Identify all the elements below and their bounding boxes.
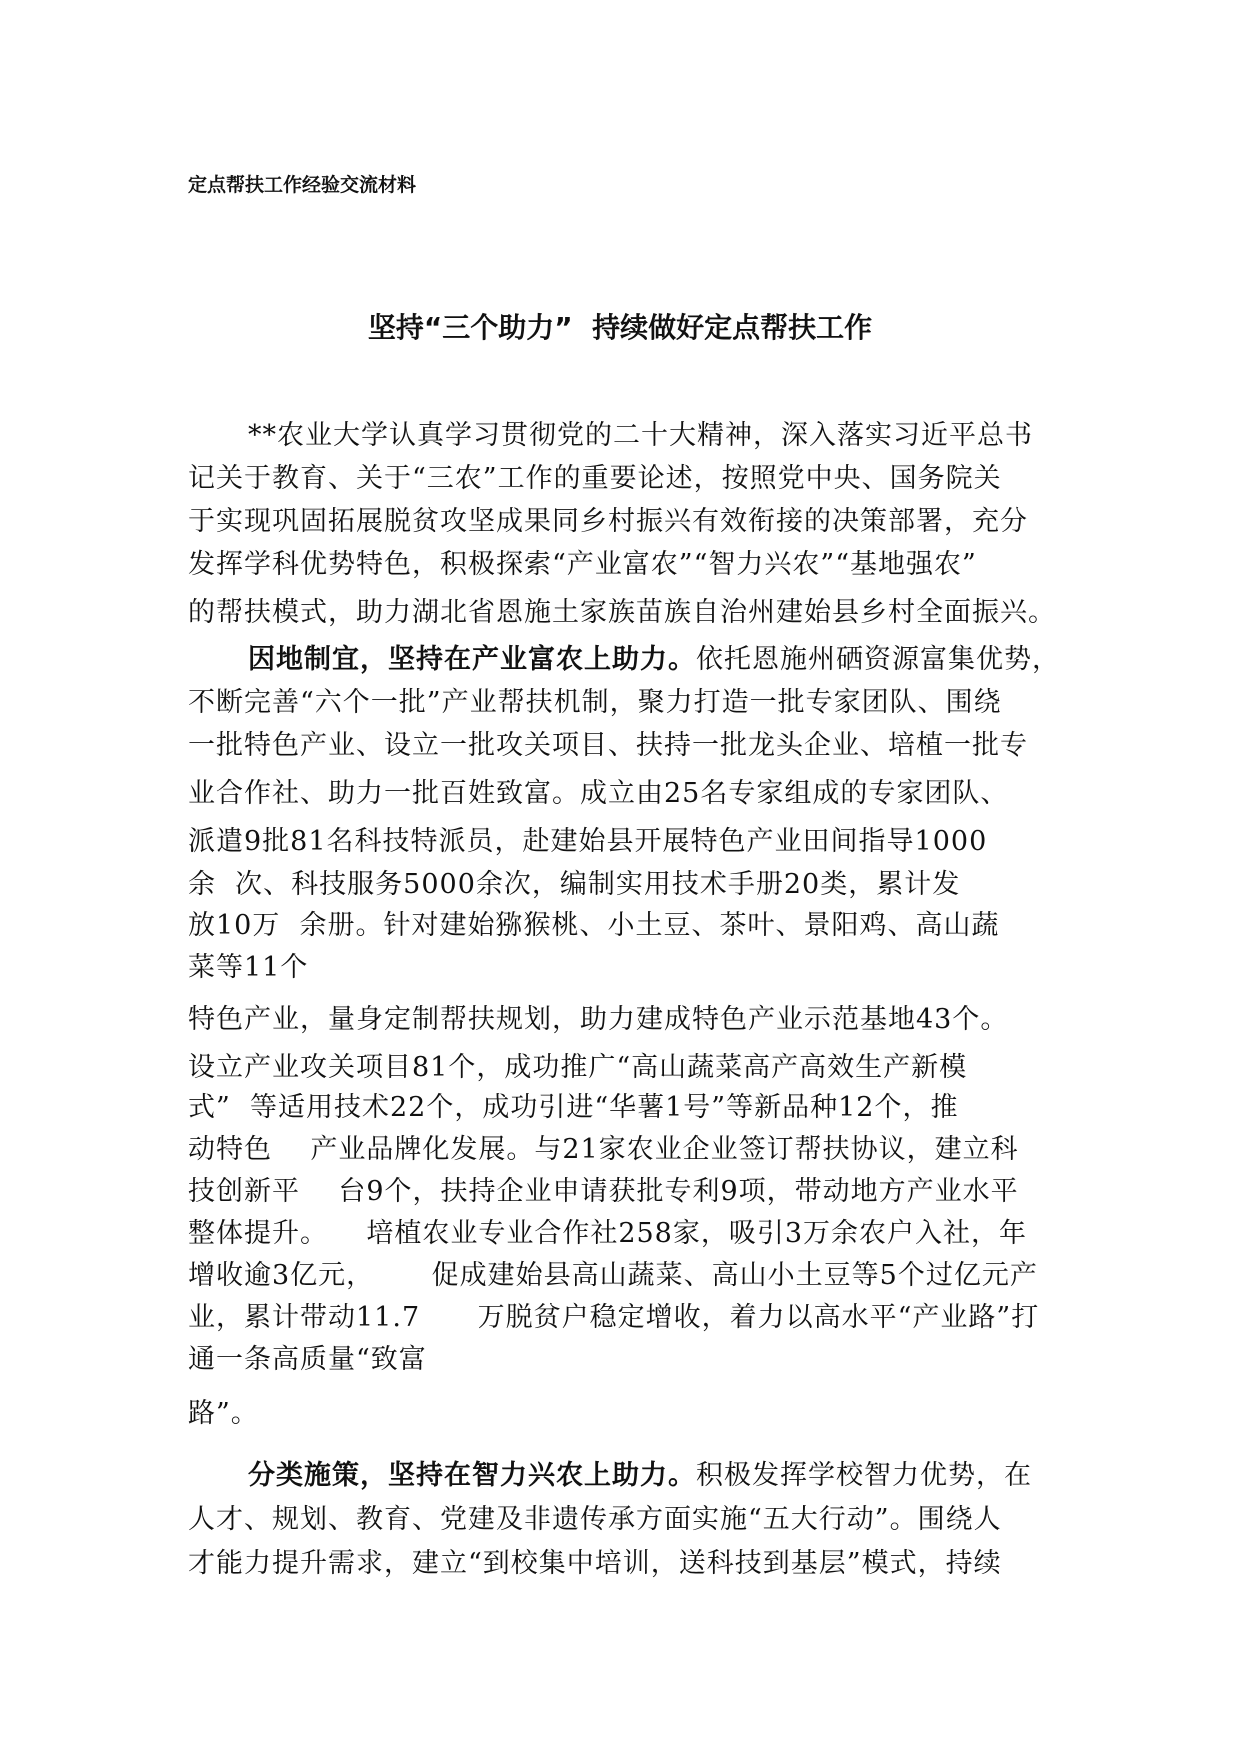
paragraph-2-line-18: 路”。	[188, 1398, 259, 1429]
paragraph-2-line-14: 整体提升。 培植农业专业合作社258家，吸引3万余农户入社，年	[188, 1218, 1028, 1249]
paragraph-2-line-1	[248, 640, 1080, 680]
paragraph-1-line-1: **农业大学认真学习贯彻党的二十大精神，深入落实习近平总书	[248, 420, 1033, 451]
paragraph-3-line-3: 才能力提升需求，建立“到校集中培训，送科技到基层”模式，持续	[188, 1548, 1002, 1579]
paragraph-1-line-2: 记关于教育、关于“三农”工作的重要论述，按照党中央、国务院关	[188, 463, 1002, 494]
paragraph-2-line-17: 通一条高质量“致富	[188, 1344, 427, 1375]
paragraph-2-line-5: 派遣9批81名科技特派员，赴建始县开展特色产业田间指导1000	[188, 826, 988, 857]
paragraph-2-line-15: 增收逾3亿元， 促成建始县高山蔬菜、高山小土豆等5个过亿元产	[188, 1260, 1038, 1291]
paragraph-2-line-8: 菜等11个	[188, 952, 309, 983]
paragraph-2-line-6: 余 次、科技服务5000余次，编制实用技术手册20类，累计发	[188, 869, 961, 900]
paragraph-2-line-10: 设立产业攻关项目81个，成功推广“高山蔬菜高产高效生产新模	[188, 1052, 968, 1083]
paragraph-1-line-5: 的帮扶模式，助力湖北省恩施土家族苗族自治州建始县乡村全面振兴。	[188, 597, 1056, 628]
document-title: 坚持“三个助力” 持续做好定点帮扶工作	[367, 311, 873, 344]
paragraph-2-line-16: 业，累计带动11.7 万脱贫户稳定增收，着力以高水平“产业路”打	[188, 1302, 1040, 1333]
paragraph-3-lead: 分类施策，坚持在智力兴农上助力。	[248, 1460, 696, 1491]
paragraph-2-lead: 因地制宜，坚持在产业富农上助力。	[248, 644, 696, 675]
paragraph-1-line-3: 于实现巩固拓展脱贫攻坚成果同乡村振兴有效衔接的决策部署，充分	[188, 506, 1028, 537]
header-label: 定点帮扶工作经验交流材料	[188, 174, 417, 196]
paragraph-3-line-1	[248, 1456, 1080, 1496]
paragraph-3-line-2: 人才、规划、教育、党建及非遗传承方面实施“五大行动”。围绕人	[188, 1504, 1002, 1535]
paragraph-1-line-4: 发挥学科优势特色，积极探索“产业富农”“智力兴农”“基地强农”	[188, 549, 977, 580]
paragraph-2-line-11: 式” 等适用技术22个，成功引进“华薯1号”等新品种12个，推	[188, 1092, 959, 1123]
paragraph-2-line-9: 特色产业，量身定制帮扶规划，助力建成特色产业示范基地43个。	[188, 1004, 1009, 1035]
paragraph-2-line-4: 业合作社、助力一批百姓致富。成立由25名专家组成的专家团队、	[188, 778, 1009, 809]
paragraph-2-line-3: 一批特色产业、设立一批攻关项目、扶持一批龙头企业、培植一批专	[188, 730, 1028, 761]
paragraph-2-first-rest: 依托恩施州硒资源富集优势，	[696, 644, 1060, 675]
paragraph-3-first-rest: 积极发挥学校智力优势，在	[696, 1460, 1032, 1491]
paragraph-2-line-7: 放10万 余册。针对建始猕猴桃、小土豆、茶叶、景阳鸡、高山蔬	[188, 910, 1000, 941]
paragraph-2-line-13: 技创新平 台9个，扶持企业申请获批专利9项，带动地方产业水平	[188, 1176, 1019, 1207]
paragraph-2-line-12: 动特色 产业品牌化发展。与21家农业企业签订帮扶协议，建立科	[188, 1134, 1019, 1165]
paragraph-2-line-2: 不断完善“六个一批”产业帮扶机制，聚力打造一批专家团队、围绕	[188, 687, 1002, 718]
